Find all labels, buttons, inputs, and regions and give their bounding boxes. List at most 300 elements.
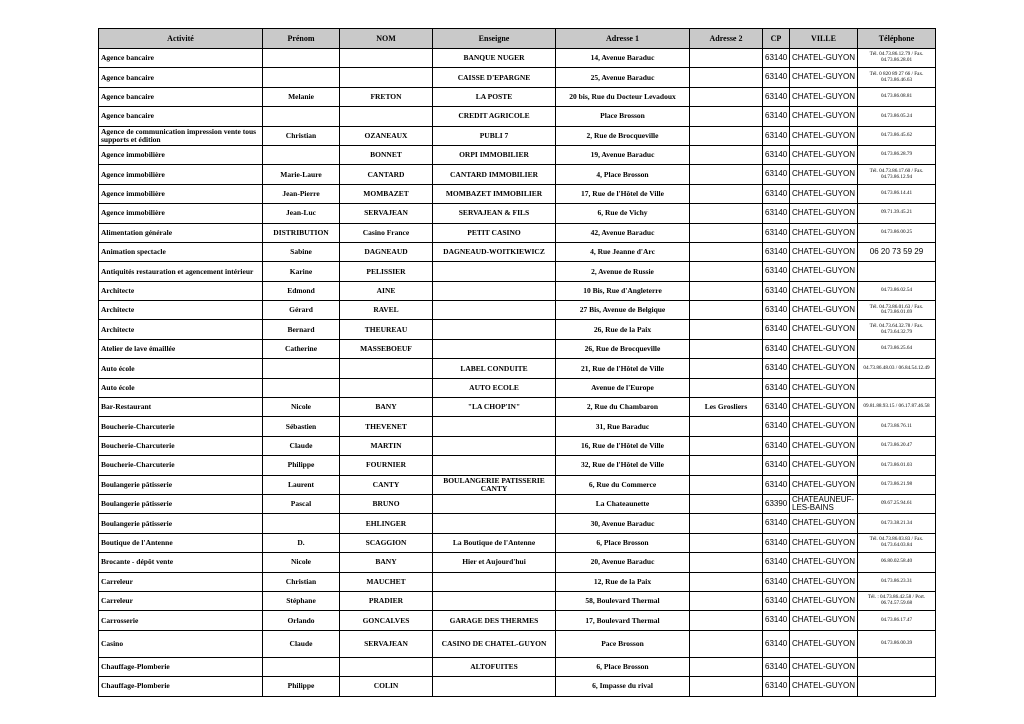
address-1-cell: 30, Avenue Baraduc <box>556 514 690 533</box>
activity-cell: Boucherie-Charcuterie <box>99 456 263 475</box>
last-name-cell <box>340 378 433 397</box>
last-name-cell: FRETON <box>340 87 433 106</box>
activity-cell: Animation spectacle <box>99 242 263 261</box>
address-2-cell <box>690 359 763 378</box>
phone-cell <box>858 378 936 397</box>
business-name-cell: "LA CHOP'IN" <box>433 398 556 417</box>
postal-code-cell: 63140 <box>763 591 790 610</box>
activity-cell: Architecte <box>99 320 263 339</box>
header-row <box>99 29 936 49</box>
phone-cell <box>858 677 936 696</box>
phone-cell: 04.73.86.17.47 <box>858 611 936 630</box>
first-name-cell: Stéphane <box>263 591 340 610</box>
city-cell: CHATEL-GUYON <box>790 87 858 106</box>
postal-code-cell: 63140 <box>763 630 790 657</box>
table-row <box>99 184 936 203</box>
address-1-cell: 19, Avenue Baraduc <box>556 145 690 164</box>
city-cell: CHATEL-GUYON <box>790 533 858 552</box>
activity-cell: Casino <box>99 630 263 657</box>
postal-code-cell: 63140 <box>763 87 790 106</box>
first-name-cell: Claude <box>263 436 340 455</box>
business-name-cell: Hier et Aujourd'hui <box>433 553 556 572</box>
table-row <box>99 242 936 261</box>
phone-cell: Tél. : 04.73.86.42.58 / Port. 06.74.57.59.68 <box>858 591 936 610</box>
table-row <box>99 223 936 242</box>
activity-cell: Boulangerie pâtisserie <box>99 475 263 494</box>
activity-cell: Boutique de l'Antenne <box>99 533 263 552</box>
table-row <box>99 49 936 68</box>
city-cell: CHATEL-GUYON <box>790 165 858 184</box>
postal-code-cell: 63140 <box>763 378 790 397</box>
last-name-cell: PRADIER <box>340 591 433 610</box>
city-cell: CHATEL-GUYON <box>790 126 858 145</box>
activity-cell: Bar-Restaurant <box>99 398 263 417</box>
first-name-cell <box>263 107 340 126</box>
address-1-cell: 16, Rue de l'Hôtel de Ville <box>556 436 690 455</box>
city-cell: CHATEL-GUYON <box>790 475 858 494</box>
last-name-cell: MASSEBOEUF <box>340 339 433 358</box>
first-name-cell: Christian <box>263 126 340 145</box>
business-name-cell: CREDIT AGRICOLE <box>433 107 556 126</box>
table-row <box>99 204 936 223</box>
first-name-cell: Christian <box>263 572 340 591</box>
first-name-cell <box>263 49 340 68</box>
phone-cell: 04.73.86.48.03 / 06.84.54.12.49 <box>858 359 936 378</box>
city-cell: CHATEL-GUYON <box>790 49 858 68</box>
postal-code-cell: 63140 <box>763 262 790 281</box>
city-cell: CHATEL-GUYON <box>790 184 858 203</box>
table-row <box>99 572 936 591</box>
postal-code-cell: 63140 <box>763 514 790 533</box>
last-name-cell <box>340 359 433 378</box>
address-1-cell: Avenue de l'Europe <box>556 378 690 397</box>
address-2-cell <box>690 223 763 242</box>
city-cell: CHATEL-GUYON <box>790 339 858 358</box>
city-cell: CHATEL-GUYON <box>790 145 858 164</box>
postal-code-cell: 63140 <box>763 204 790 223</box>
address-1-cell: 25, Avenue Baraduc <box>556 68 690 87</box>
phone-cell: 04.73.86.05.24 <box>858 107 936 126</box>
phone-cell: 04.73.38.21.34 <box>858 514 936 533</box>
postal-code-cell: 63140 <box>763 553 790 572</box>
business-name-cell: PUBLI 7 <box>433 126 556 145</box>
first-name-cell: Nicole <box>263 553 340 572</box>
business-name-cell: DAGNEAUD-WOITKIEWICZ <box>433 242 556 261</box>
address-1-cell: Place Brosson <box>556 107 690 126</box>
address-1-cell: 14, Avenue Baraduc <box>556 49 690 68</box>
city-cell: CHATEL-GUYON <box>790 398 858 417</box>
table-row <box>99 611 936 630</box>
table-header <box>99 29 936 49</box>
phone-cell: 09.67.25.94.61 <box>858 494 936 513</box>
business-name-cell <box>433 320 556 339</box>
activity-cell: Agence immobilière <box>99 165 263 184</box>
address-1-cell: 20, Avenue Baraduc <box>556 553 690 572</box>
city-cell: CHATEL-GUYON <box>790 572 858 591</box>
phone-cell: 09.81.88.93.15 / 06.17.87.46.58 <box>858 398 936 417</box>
last-name-cell: FOURNIER <box>340 456 433 475</box>
phone-cell: Tél. 04.73.86.17.60 / Fax. 04.73.86.12.94 <box>858 165 936 184</box>
postal-code-cell: 63140 <box>763 456 790 475</box>
business-name-cell <box>433 339 556 358</box>
activity-cell: Alimentation générale <box>99 223 263 242</box>
address-2-cell <box>690 378 763 397</box>
first-name-cell: Jean-Luc <box>263 204 340 223</box>
postal-code-cell: 63140 <box>763 320 790 339</box>
last-name-cell: MARTIN <box>340 436 433 455</box>
city-cell: CHATEAUNEUF-LES-BAINS <box>790 494 858 513</box>
activity-cell: Agence bancaire <box>99 49 263 68</box>
activity-cell: Architecte <box>99 281 263 300</box>
postal-code-cell: 63140 <box>763 677 790 696</box>
city-cell: CHATEL-GUYON <box>790 107 858 126</box>
business-name-cell: LA POSTE <box>433 87 556 106</box>
business-name-cell: CAISSE D'EPARGNE <box>433 68 556 87</box>
postal-code-cell: 63140 <box>763 436 790 455</box>
last-name-cell: THEUREAU <box>340 320 433 339</box>
address-2-cell <box>690 242 763 261</box>
phone-cell: 04.73.86.20.47 <box>858 436 936 455</box>
activity-cell: Boulangerie pâtisserie <box>99 494 263 513</box>
city-cell: CHATEL-GUYON <box>790 320 858 339</box>
activity-cell: Agence de communication impression vente tous supports et édition <box>99 126 263 145</box>
city-cell: CHATEL-GUYON <box>790 591 858 610</box>
address-1-cell: 58, Boulevard Thermal <box>556 591 690 610</box>
phone-cell: 04.73.86.14.41 <box>858 184 936 203</box>
column-header: VILLE <box>790 29 858 49</box>
activity-cell: Architecte <box>99 301 263 320</box>
phone-cell: 04.73.86.76.11 <box>858 417 936 436</box>
activity-cell: Carreleur <box>99 572 263 591</box>
city-cell: CHATEL-GUYON <box>790 68 858 87</box>
table-row <box>99 514 936 533</box>
column-header: Adresse 2 <box>690 29 763 49</box>
activity-cell: Auto école <box>99 359 263 378</box>
first-name-cell: Catherine <box>263 339 340 358</box>
city-cell: CHATEL-GUYON <box>790 204 858 223</box>
address-2-cell <box>690 677 763 696</box>
postal-code-cell: 63140 <box>763 165 790 184</box>
address-2-cell <box>690 417 763 436</box>
business-name-cell: BOULANGERIE PATISSERIE CANTY <box>433 475 556 494</box>
activity-cell: Agence bancaire <box>99 107 263 126</box>
postal-code-cell: 63140 <box>763 107 790 126</box>
city-cell: CHATEL-GUYON <box>790 301 858 320</box>
address-1-cell: 21, Rue de l'Hôtel de Ville <box>556 359 690 378</box>
first-name-cell: Philippe <box>263 677 340 696</box>
address-2-cell <box>690 49 763 68</box>
last-name-cell: BANY <box>340 398 433 417</box>
last-name-cell: DAGNEAUD <box>340 242 433 261</box>
address-2-cell <box>690 145 763 164</box>
address-1-cell: 27 Bis, Avenue de Belgique <box>556 301 690 320</box>
address-2-cell <box>690 572 763 591</box>
last-name-cell: OZANEAUX <box>340 126 433 145</box>
city-cell: CHATEL-GUYON <box>790 378 858 397</box>
table-row <box>99 553 936 572</box>
business-name-cell <box>433 677 556 696</box>
address-2-cell <box>690 281 763 300</box>
first-name-cell: Sabine <box>263 242 340 261</box>
table-row <box>99 339 936 358</box>
last-name-cell: COLIN <box>340 677 433 696</box>
business-name-cell <box>433 514 556 533</box>
activity-cell: Agence bancaire <box>99 68 263 87</box>
last-name-cell: Casino France <box>340 223 433 242</box>
phone-cell: 06 20 73 59 29 <box>858 242 936 261</box>
address-1-cell: 6, Rue de Vichy <box>556 204 690 223</box>
phone-cell: 04.73.86.28.79 <box>858 145 936 164</box>
address-1-cell: 6, Rue du Commerce <box>556 475 690 494</box>
business-name-cell: CANTARD IMMOBILIER <box>433 165 556 184</box>
address-1-cell: 4, Rue Jeanne d'Arc <box>556 242 690 261</box>
address-2-cell <box>690 657 763 676</box>
activity-cell: Boulangerie pâtisserie <box>99 514 263 533</box>
column-header: Téléphone <box>858 29 936 49</box>
address-2-cell <box>690 339 763 358</box>
last-name-cell: BRUNO <box>340 494 433 513</box>
first-name-cell <box>263 68 340 87</box>
directory-table <box>98 28 936 697</box>
phone-cell: 09.71.39.45.21 <box>858 204 936 223</box>
business-name-cell <box>433 417 556 436</box>
address-2-cell <box>690 68 763 87</box>
business-name-cell <box>433 456 556 475</box>
phone-cell <box>858 262 936 281</box>
activity-cell: Brocante - dépôt vente <box>99 553 263 572</box>
phone-cell: 04.73.86.02.54 <box>858 281 936 300</box>
city-cell: CHATEL-GUYON <box>790 242 858 261</box>
first-name-cell: Pascal <box>263 494 340 513</box>
phone-cell: Tél. 04.73.86.03.83 / Fax. 04.73.64.03.84 <box>858 533 936 552</box>
address-1-cell: 17, Rue de l'Hôtel de Ville <box>556 184 690 203</box>
address-2-cell <box>690 591 763 610</box>
first-name-cell: D. <box>263 533 340 552</box>
city-cell: CHATEL-GUYON <box>790 417 858 436</box>
column-header: Prénom <box>263 29 340 49</box>
city-cell: CHATEL-GUYON <box>790 677 858 696</box>
first-name-cell: Sébastien <box>263 417 340 436</box>
address-2-cell <box>690 553 763 572</box>
business-name-cell <box>433 262 556 281</box>
city-cell: CHATEL-GUYON <box>790 359 858 378</box>
activity-cell: Agence immobilière <box>99 184 263 203</box>
table-row <box>99 677 936 696</box>
business-name-cell <box>433 591 556 610</box>
table-row <box>99 533 936 552</box>
address-1-cell: 6, Place Brosson <box>556 657 690 676</box>
postal-code-cell: 63140 <box>763 398 790 417</box>
business-name-cell <box>433 281 556 300</box>
phone-cell: Tél. 04.73.86.12.79 / Fax. 04.73.86.28.01 <box>858 49 936 68</box>
postal-code-cell: 63140 <box>763 242 790 261</box>
address-2-cell <box>690 165 763 184</box>
address-2-cell <box>690 204 763 223</box>
first-name-cell: Philippe <box>263 456 340 475</box>
phone-cell: 04.73.86.00.25 <box>858 223 936 242</box>
address-2-cell <box>690 456 763 475</box>
address-1-cell: 2, Rue du Chambaron <box>556 398 690 417</box>
business-name-cell <box>433 301 556 320</box>
first-name-cell: Bernard <box>263 320 340 339</box>
address-2-cell <box>690 533 763 552</box>
last-name-cell <box>340 68 433 87</box>
phone-cell: 04.73.86.45.62 <box>858 126 936 145</box>
address-2-cell <box>690 320 763 339</box>
phone-cell: 04.73.86.08.81 <box>858 87 936 106</box>
table-row <box>99 281 936 300</box>
address-1-cell: Pace Brosson <box>556 630 690 657</box>
business-name-cell: BANQUE NUGER <box>433 49 556 68</box>
phone-cell: Tél. 04.73.64.32.78 / Fax. 04.73.64.32.79 <box>858 320 936 339</box>
column-header: CP <box>763 29 790 49</box>
table-row <box>99 417 936 436</box>
postal-code-cell: 63140 <box>763 475 790 494</box>
first-name-cell <box>263 145 340 164</box>
postal-code-cell: 63140 <box>763 301 790 320</box>
activity-cell: Antiquités restauration et agencement intérieur <box>99 262 263 281</box>
address-2-cell <box>690 494 763 513</box>
city-cell: CHATEL-GUYON <box>790 611 858 630</box>
first-name-cell <box>263 359 340 378</box>
address-1-cell: 32, Rue de l'Hôtel de Ville <box>556 456 690 475</box>
address-1-cell: 4, Place Brosson <box>556 165 690 184</box>
last-name-cell: MAUCHET <box>340 572 433 591</box>
table-row <box>99 301 936 320</box>
activity-cell: Carreleur <box>99 591 263 610</box>
table-row <box>99 591 936 610</box>
postal-code-cell: 63140 <box>763 339 790 358</box>
address-2-cell <box>690 475 763 494</box>
phone-cell: Tél. 0 820 89 27 66 / Fax. 04.73.86.46.63 <box>858 68 936 87</box>
postal-code-cell: 63140 <box>763 611 790 630</box>
address-1-cell: 31, Rue Baraduc <box>556 417 690 436</box>
postal-code-cell: 63140 <box>763 223 790 242</box>
activity-cell: Auto école <box>99 378 263 397</box>
last-name-cell: SCAGGION <box>340 533 433 552</box>
phone-cell: 04.73.86.23.31 <box>858 572 936 591</box>
table-row <box>99 359 936 378</box>
first-name-cell <box>263 657 340 676</box>
business-name-cell: AUTO ECOLE <box>433 378 556 397</box>
phone-cell: 04.73.86.00.39 <box>858 630 936 657</box>
business-name-cell: ORPI IMMOBILIER <box>433 145 556 164</box>
first-name-cell: Karine <box>263 262 340 281</box>
postal-code-cell: 63140 <box>763 359 790 378</box>
table-row <box>99 320 936 339</box>
business-name-cell: GARAGE DES THERMES <box>433 611 556 630</box>
table-row <box>99 494 936 513</box>
postal-code-cell: 63140 <box>763 657 790 676</box>
column-header: Activité <box>99 29 263 49</box>
first-name-cell: Gérard <box>263 301 340 320</box>
last-name-cell <box>340 107 433 126</box>
business-name-cell: LABEL CONDUITE <box>433 359 556 378</box>
address-2-cell <box>690 262 763 281</box>
table-row <box>99 262 936 281</box>
address-1-cell: 10 Bis, Rue d'Angleterre <box>556 281 690 300</box>
table-row <box>99 87 936 106</box>
column-header: Adresse 1 <box>556 29 690 49</box>
address-1-cell: La Chateaunette <box>556 494 690 513</box>
address-2-cell <box>690 630 763 657</box>
last-name-cell: EHLINGER <box>340 514 433 533</box>
column-header: Enseigne <box>433 29 556 49</box>
postal-code-cell: 63140 <box>763 184 790 203</box>
table-row <box>99 630 936 657</box>
address-1-cell: 2, Avenue de Russie <box>556 262 690 281</box>
last-name-cell: AINE <box>340 281 433 300</box>
first-name-cell: Melanie <box>263 87 340 106</box>
table-row <box>99 145 936 164</box>
postal-code-cell: 63140 <box>763 572 790 591</box>
table-row <box>99 68 936 87</box>
last-name-cell: SERVAJEAN <box>340 630 433 657</box>
activity-cell: Agence immobilière <box>99 204 263 223</box>
address-2-cell <box>690 301 763 320</box>
city-cell: CHATEL-GUYON <box>790 223 858 242</box>
city-cell: CHATEL-GUYON <box>790 456 858 475</box>
first-name-cell: Claude <box>263 630 340 657</box>
table-row <box>99 398 936 417</box>
activity-cell: Agence bancaire <box>99 87 263 106</box>
last-name-cell: MOMBAZET <box>340 184 433 203</box>
column-header: NOM <box>340 29 433 49</box>
address-2-cell <box>690 436 763 455</box>
postal-code-cell: 63140 <box>763 49 790 68</box>
address-2-cell: Les Grosliers <box>690 398 763 417</box>
business-name-cell <box>433 572 556 591</box>
last-name-cell: THEVENET <box>340 417 433 436</box>
address-1-cell: 12, Rue de la Paix <box>556 572 690 591</box>
first-name-cell: Edmond <box>263 281 340 300</box>
phone-cell <box>858 657 936 676</box>
address-2-cell <box>690 611 763 630</box>
postal-code-cell: 63140 <box>763 417 790 436</box>
business-name-cell: CASINO DE CHATEL-GUYON <box>433 630 556 657</box>
city-cell: CHATEL-GUYON <box>790 657 858 676</box>
postal-code-cell: 63140 <box>763 145 790 164</box>
postal-code-cell: 63140 <box>763 533 790 552</box>
last-name-cell: PELISSIER <box>340 262 433 281</box>
activity-cell: Atelier de lave émaillée <box>99 339 263 358</box>
last-name-cell <box>340 49 433 68</box>
first-name-cell: Orlando <box>263 611 340 630</box>
phone-cell: 06.80.02.58.40 <box>858 553 936 572</box>
last-name-cell: RAVEL <box>340 301 433 320</box>
address-1-cell: 6, Impasse du rival <box>556 677 690 696</box>
activity-cell: Chauffage-Plomberie <box>99 677 263 696</box>
last-name-cell <box>340 657 433 676</box>
last-name-cell: CANTARD <box>340 165 433 184</box>
last-name-cell: CANTY <box>340 475 433 494</box>
city-cell: CHATEL-GUYON <box>790 262 858 281</box>
business-name-cell <box>433 436 556 455</box>
table-row <box>99 456 936 475</box>
address-2-cell <box>690 126 763 145</box>
address-1-cell: 2, Rue de Brocqueville <box>556 126 690 145</box>
business-name-cell: MOMBAZET IMMOBILIER <box>433 184 556 203</box>
address-1-cell: 26, Rue de Brocqueville <box>556 339 690 358</box>
phone-cell: 04.73.86.21.98 <box>858 475 936 494</box>
business-name-cell <box>433 494 556 513</box>
table-row <box>99 436 936 455</box>
phone-cell: 04.73.86.25.64 <box>858 339 936 358</box>
first-name-cell <box>263 378 340 397</box>
first-name-cell <box>263 514 340 533</box>
table-body <box>99 49 936 697</box>
business-name-cell: La Boutique de l'Antenne <box>433 533 556 552</box>
